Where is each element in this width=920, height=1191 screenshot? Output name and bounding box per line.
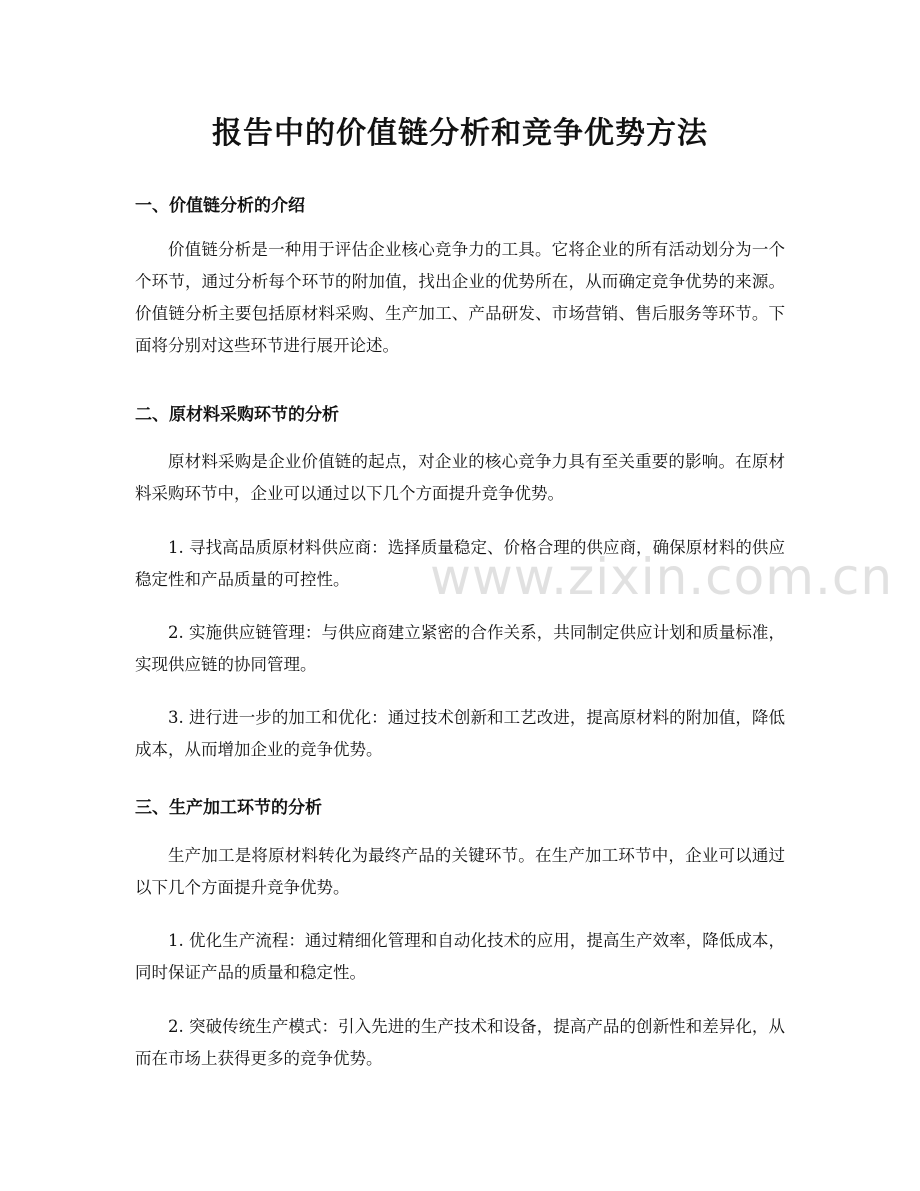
section-2-item-1: 1. 寻找高品质原材料供应商：选择质量稳定、价格合理的供应商，确保原材料的供应稳定性和产品质量的可控性。	[135, 538, 785, 589]
section-2-item-3: 3. 进行进一步的加工和优化：通过技术创新和工艺改进，提高原材料的附加值，降低成本，从而增加企业的竞争优势。	[135, 708, 785, 759]
section-2-item-2: 2. 实施供应链管理：与供应商建立紧密的合作关系，共同制定供应计划和质量标准，实现供应链的协同管理。	[135, 623, 785, 674]
section-2-paragraph-1: 原材料采购是企业价值链的起点，对企业的核心竞争力具有至关重要的影响。在原材料采购环节中，企业可以通过以下几个方面提升竞争优势。	[135, 452, 785, 503]
watermark: www.zixin.com.cn	[430, 548, 894, 606]
section-3-item-2: 2. 突破传统生产模式：引入先进的生产技术和设备，提高产品的创新性和差异化，从而在市场上获得更多的竞争优势。	[135, 1017, 785, 1068]
section-heading-3: 三、生产加工环节的分析	[135, 798, 322, 818]
section-3-item-1: 1. 优化生产流程：通过精细化管理和自动化技术的应用，提高生产效率，降低成本，同时保证产品的质量和稳定性。	[135, 931, 785, 982]
document-title: 报告中的价值链分析和竞争优势方法	[212, 116, 708, 151]
section-3-paragraph-1: 生产加工是将原材料转化为最终产品的关键环节。在生产加工环节中，企业可以通过以下几个方面提升竞争优势。	[135, 846, 785, 897]
section-1-paragraph-1: 价值链分析是一种用于评估企业核心竞争力的工具。它将企业的所有活动划分为一个个环节，通过分析每个环节的附加值，找出企业的优势所在，从而确定竞争优势的来源。价值链分析主要包括原材料采购、生产加工、产品研发、市场营销、售后服务等环节。下面将分别对这些环节进行展开论述。	[135, 240, 785, 355]
section-heading-2: 二、原材料采购环节的分析	[135, 405, 339, 425]
section-heading-1: 一、价值链分析的介绍	[135, 196, 305, 216]
